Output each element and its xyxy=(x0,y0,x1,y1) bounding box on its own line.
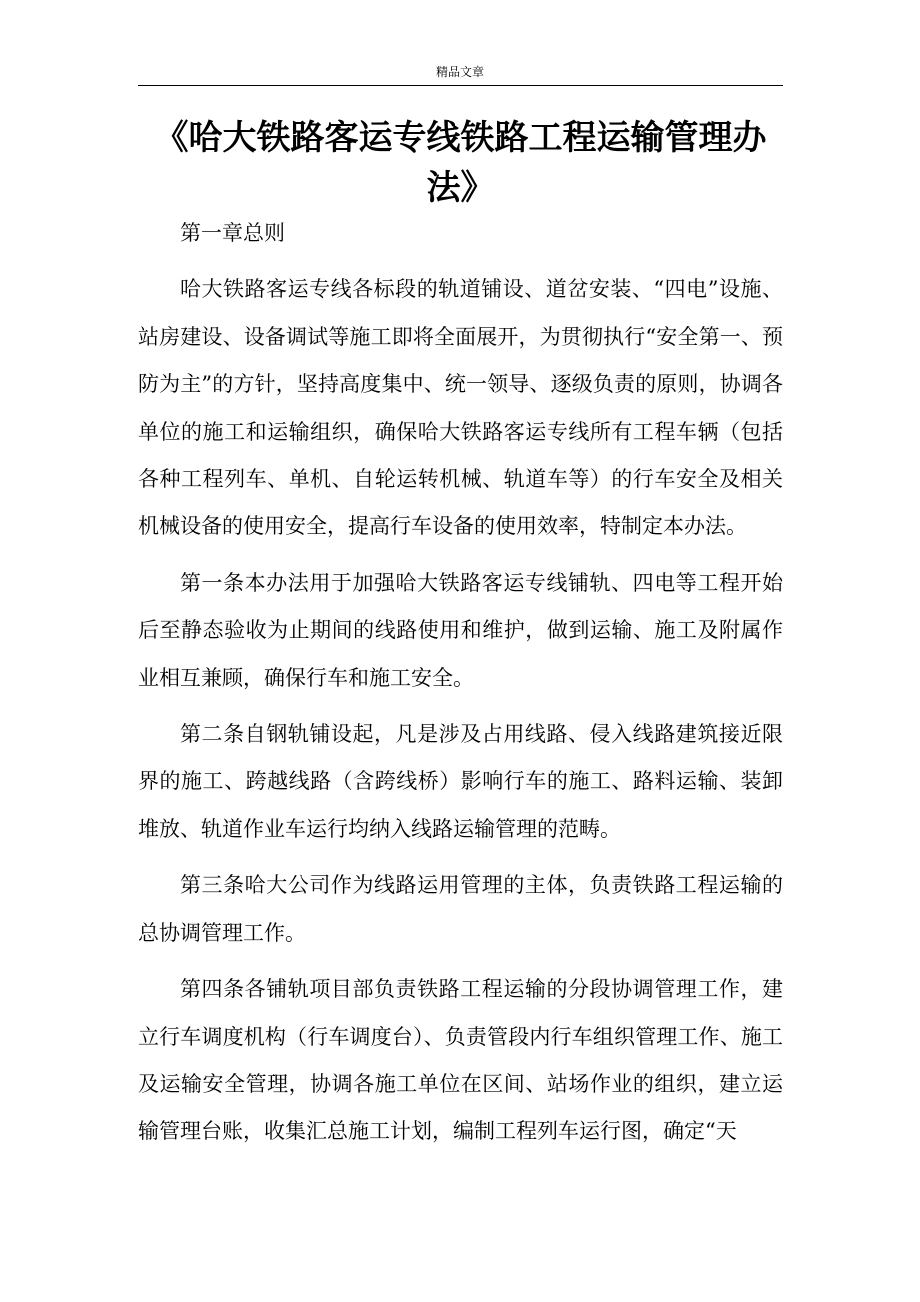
body-paragraph-preamble: 哈大铁路客运专线各标段的轨道铺设、道岔安装、“四电”设施、站房建设、设备调试等施工即将全面展开，为贯彻执行“安全第一、预防为主”的方针，坚持高度集中、统一领导、逐级负责的原则，协调各单位的施工和运输组织，确保哈大铁路客运专线所有工程车辆（包括各种工程列车、单机、自轮运转机械、轨道车等）的行车安全及相关机械设备的使用安全，提高行车设备的使用效率，特制定本办法。 xyxy=(138,277,783,539)
document-title: 《哈大铁路客运专线铁路工程运输管理办法》 xyxy=(154,118,767,208)
body-paragraph-article-4: 第四条各铺轨项目部负责铁路工程运输的分段协调管理工作，建立行车调度机构（行车调度台）、负责管段内行车组织管理工作、施工及运输安全管理，协调各施工单位在区间、站场作业的组织，建立运输管理台账，收集汇总施工计划，编制工程列车运行图，确定“天 xyxy=(138,977,783,1144)
document-body xyxy=(138,210,783,1165)
header-label: 精品文章 xyxy=(435,65,484,79)
body-paragraph-article-3: 第三条哈大公司作为线路运用管理的主体，负责铁路工程运输的总协调管理工作。 xyxy=(138,873,783,945)
body-paragraph-article-2: 第二条自钢轨铺设起，凡是涉及占用线路、侵入线路建筑接近限界的施工、跨越线路（含跨线桥）影响行车的施工、路料运输、装卸堆放、轨道作业车运行均纳入线路运输管理的范畴。 xyxy=(138,722,783,841)
body-paragraph-article-1: 第一条本办法用于加强哈大铁路客运专线铺轨、四电等工程开始后至静态验收为止期间的线路使用和维护，做到运输、施工及附属作业相互兼顾，确保行车和施工安全。 xyxy=(138,570,783,690)
header-rule xyxy=(138,85,783,86)
chapter-heading: 第一章总则 xyxy=(180,221,285,245)
